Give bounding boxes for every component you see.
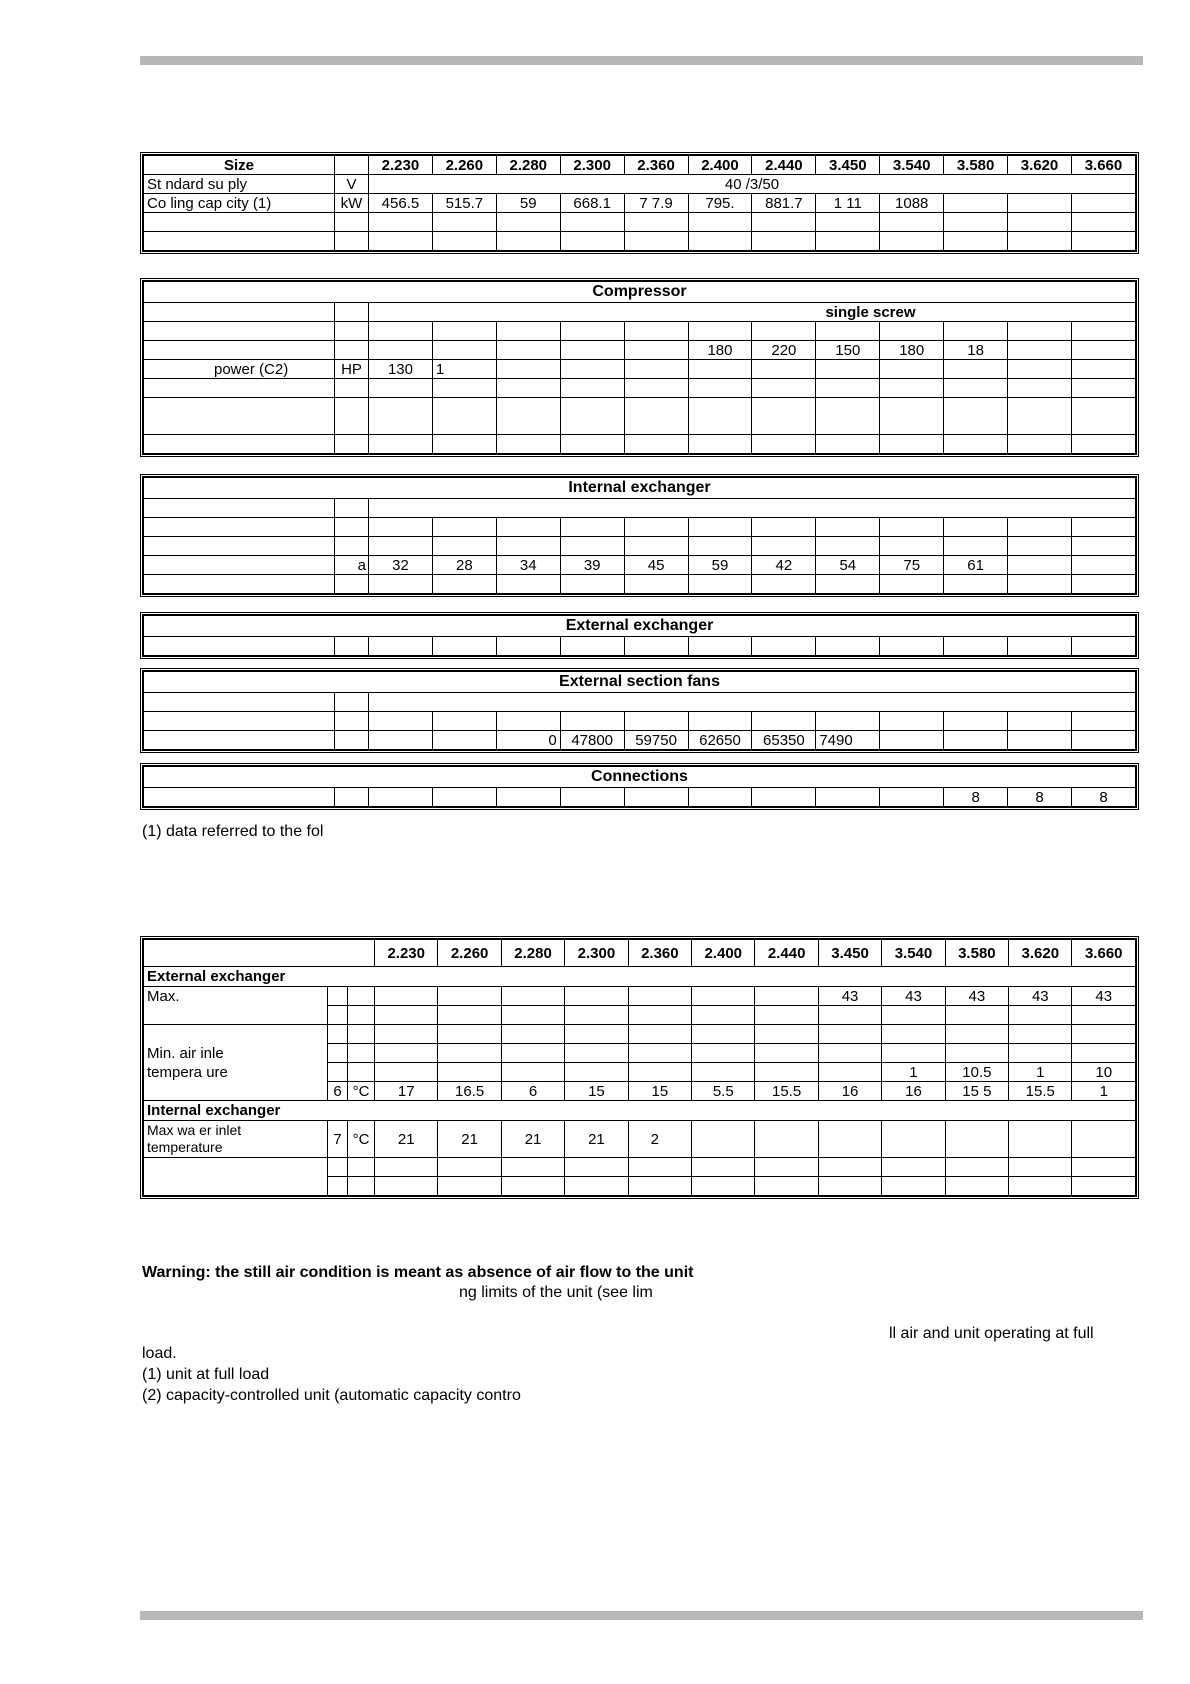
compressor-value: 180 bbox=[880, 341, 944, 360]
limits-reference-text: ng limits of the unit (see lim bbox=[459, 1284, 653, 1301]
external-max-value: 43 bbox=[818, 987, 881, 1006]
compressor-value: 150 bbox=[816, 341, 880, 360]
compressor-value: 220 bbox=[752, 341, 816, 360]
connections-values-row bbox=[144, 788, 1136, 807]
fans-table bbox=[143, 671, 1136, 750]
fans-section bbox=[140, 668, 1139, 753]
compressor-table bbox=[143, 281, 1136, 454]
internal-max-value: 2 bbox=[628, 1121, 691, 1158]
external-min-value: 15 5 bbox=[945, 1082, 1008, 1101]
size-col: 2.260 bbox=[432, 156, 496, 175]
external-max-value: 43 bbox=[1009, 987, 1072, 1006]
cooling-value bbox=[1071, 194, 1135, 213]
connections-value bbox=[369, 788, 433, 807]
internal-exchanger-table bbox=[143, 477, 1136, 594]
supply-value: 40 /3/50 bbox=[369, 175, 1136, 194]
internal-max-row bbox=[144, 1121, 1136, 1158]
external-max-value: 43 bbox=[945, 987, 1008, 1006]
connections-title: Connections bbox=[144, 767, 1136, 788]
empty-row bbox=[144, 1158, 1136, 1177]
empty-row bbox=[144, 499, 1136, 518]
size-header-row bbox=[144, 156, 1136, 175]
connections-section bbox=[140, 763, 1139, 810]
external-min-row-1 bbox=[144, 1063, 1136, 1082]
internal-max-value bbox=[882, 1121, 945, 1158]
empty-row bbox=[144, 213, 1136, 232]
connections-value bbox=[816, 788, 880, 807]
size-col: 2.230 bbox=[375, 940, 438, 967]
fans-value: 59750 bbox=[624, 731, 688, 750]
connections-table bbox=[143, 766, 1136, 807]
connections-value bbox=[432, 788, 496, 807]
external-min-value bbox=[692, 1063, 755, 1082]
internal-value: 42 bbox=[752, 556, 816, 575]
internal-max-unit: °C bbox=[348, 1121, 375, 1158]
compressor-value bbox=[369, 341, 433, 360]
size-section bbox=[140, 152, 1139, 254]
limits-section bbox=[140, 936, 1139, 1199]
cooling-value: 795. bbox=[688, 194, 752, 213]
size-col: 2.400 bbox=[692, 940, 755, 967]
external-min-value bbox=[818, 1063, 881, 1082]
compressor-value bbox=[1008, 341, 1072, 360]
internal-max-label-1: Max wa er inlet bbox=[147, 1122, 242, 1138]
compressor-value: 180 bbox=[688, 341, 752, 360]
size-col: 3.660 bbox=[1072, 940, 1136, 967]
cooling-value: 456.5 bbox=[369, 194, 433, 213]
footnote-1: (1) data referred to the fol bbox=[142, 823, 324, 840]
empty-row bbox=[144, 232, 1136, 251]
internal-max-value bbox=[692, 1121, 755, 1158]
internal-max-value: 21 bbox=[438, 1121, 501, 1158]
fans-value: 62650 bbox=[688, 731, 752, 750]
power-value: 1 bbox=[432, 360, 496, 379]
fans-value bbox=[432, 731, 496, 750]
connections-value: 8 bbox=[1008, 788, 1072, 807]
external-min-value bbox=[501, 1063, 564, 1082]
connections-value bbox=[688, 788, 752, 807]
internal-value: 54 bbox=[816, 556, 880, 575]
internal-max-value: 21 bbox=[501, 1121, 564, 1158]
limits-header-row bbox=[144, 940, 1136, 967]
compressor-type: single screw bbox=[369, 303, 1136, 322]
size-col: 2.440 bbox=[755, 940, 818, 967]
load-text: load. bbox=[142, 1345, 177, 1362]
external-min-value bbox=[628, 1063, 691, 1082]
fans-value: 7490 bbox=[816, 731, 880, 750]
fans-value: 0 bbox=[496, 731, 560, 750]
internal-max-value bbox=[945, 1121, 1008, 1158]
empty-row bbox=[144, 637, 1136, 656]
size-col: 2.360 bbox=[624, 156, 688, 175]
external-min-value: 15 bbox=[565, 1082, 628, 1101]
internal-value: 75 bbox=[880, 556, 944, 575]
internal-value: 45 bbox=[624, 556, 688, 575]
empty-row bbox=[144, 1177, 1136, 1196]
size-col: 2.400 bbox=[688, 156, 752, 175]
internal-exchanger-title: Internal exchanger bbox=[144, 478, 1136, 499]
empty-row bbox=[144, 693, 1136, 712]
empty-row bbox=[144, 712, 1136, 731]
empty-row bbox=[144, 575, 1136, 594]
external-max-value: 43 bbox=[882, 987, 945, 1006]
supply-row bbox=[144, 175, 1136, 194]
fans-value bbox=[944, 731, 1008, 750]
limits-external-title: External exchanger bbox=[144, 967, 1136, 987]
internal-max-value bbox=[1009, 1121, 1072, 1158]
fans-value bbox=[1008, 731, 1072, 750]
external-min-value bbox=[565, 1063, 628, 1082]
internal-max-label-2: temperature bbox=[147, 1139, 223, 1155]
cooling-value: 668.1 bbox=[560, 194, 624, 213]
empty-row bbox=[144, 379, 1136, 398]
external-min-label-2: tempera ure bbox=[144, 1063, 328, 1082]
internal-max-value bbox=[818, 1121, 881, 1158]
internal-unit: a bbox=[335, 556, 369, 575]
compressor-values-row bbox=[144, 341, 1136, 360]
connections-value bbox=[880, 788, 944, 807]
compressor-value bbox=[1071, 341, 1135, 360]
size-col: 3.580 bbox=[945, 940, 1008, 967]
external-max-value bbox=[692, 987, 755, 1006]
internal-max-value bbox=[755, 1121, 818, 1158]
empty-row bbox=[144, 537, 1136, 556]
external-min-value: 16 bbox=[882, 1082, 945, 1101]
empty-row bbox=[144, 1006, 1136, 1025]
size-col: 2.300 bbox=[565, 940, 628, 967]
cooling-value: 1 11 bbox=[816, 194, 880, 213]
cooling-value: 515.7 bbox=[432, 194, 496, 213]
connections-value: 8 bbox=[1071, 788, 1135, 807]
cooling-value bbox=[1008, 194, 1072, 213]
size-col: 2.260 bbox=[438, 940, 501, 967]
size-col: 2.280 bbox=[496, 156, 560, 175]
internal-value bbox=[1071, 556, 1135, 575]
connections-value bbox=[624, 788, 688, 807]
compressor-title: Compressor bbox=[144, 282, 1136, 303]
fans-title: External section fans bbox=[144, 672, 1136, 693]
compressor-type-row bbox=[144, 303, 1136, 322]
cooling-label: Co ling cap city (1) bbox=[144, 194, 335, 213]
external-exchanger-title: External exchanger bbox=[144, 616, 1136, 637]
cooling-value: 7 7.9 bbox=[624, 194, 688, 213]
note-2: (2) capacity-controlled unit (automatic capacity contro bbox=[142, 1387, 521, 1404]
external-max-value: 43 bbox=[1072, 987, 1136, 1006]
external-min-value: 1 bbox=[882, 1063, 945, 1082]
external-min-value: 15 bbox=[628, 1082, 691, 1101]
supply-label: St ndard su ply bbox=[144, 175, 335, 194]
external-min-label-row bbox=[144, 1044, 1136, 1063]
internal-max-value bbox=[1072, 1121, 1136, 1158]
compressor-section bbox=[140, 278, 1139, 457]
size-table bbox=[143, 155, 1136, 251]
power-unit: HP bbox=[335, 360, 369, 379]
size-col: 3.450 bbox=[818, 940, 881, 967]
external-exchanger-table bbox=[143, 615, 1136, 656]
power-value: 130 bbox=[369, 360, 433, 379]
size-col: 3.540 bbox=[880, 156, 944, 175]
cooling-value: 59 bbox=[496, 194, 560, 213]
compressor-value bbox=[432, 341, 496, 360]
fans-values-row bbox=[144, 731, 1136, 750]
bottom-rule bbox=[140, 1611, 1143, 1620]
warning-text: Warning: the still air condition is meant as absence of air flow to the unit bbox=[142, 1264, 694, 1281]
external-min-value bbox=[375, 1063, 438, 1082]
connections-value bbox=[560, 788, 624, 807]
external-min-value: 5.5 bbox=[692, 1082, 755, 1101]
power-label: power (C2) bbox=[144, 360, 335, 379]
connections-value bbox=[496, 788, 560, 807]
external-min-value: 15.5 bbox=[1009, 1082, 1072, 1101]
empty-row bbox=[144, 435, 1136, 454]
compressor-value bbox=[560, 341, 624, 360]
external-max-value bbox=[628, 987, 691, 1006]
size-col: 3.620 bbox=[1008, 156, 1072, 175]
external-min-value: 10.5 bbox=[945, 1063, 1008, 1082]
external-max-value bbox=[565, 987, 628, 1006]
size-col: 3.660 bbox=[1071, 156, 1135, 175]
power-row bbox=[144, 360, 1136, 379]
internal-value bbox=[1008, 556, 1072, 575]
internal-max-label bbox=[144, 1121, 328, 1158]
limits-table bbox=[143, 939, 1136, 1196]
connections-value: 8 bbox=[944, 788, 1008, 807]
external-exchanger-section bbox=[140, 612, 1139, 659]
size-col: 2.360 bbox=[628, 940, 691, 967]
cooling-row bbox=[144, 194, 1136, 213]
external-max-value bbox=[438, 987, 501, 1006]
external-min-value bbox=[438, 1063, 501, 1082]
fans-value bbox=[1071, 731, 1135, 750]
cooling-unit: kW bbox=[335, 194, 369, 213]
external-min-value: 6 bbox=[501, 1082, 564, 1101]
cooling-value bbox=[944, 194, 1008, 213]
external-min-value: 1 bbox=[1009, 1063, 1072, 1082]
fans-value: 65350 bbox=[752, 731, 816, 750]
compressor-value bbox=[624, 341, 688, 360]
size-col: 3.450 bbox=[816, 156, 880, 175]
supply-unit: V bbox=[335, 175, 369, 194]
fans-value: 47800 bbox=[560, 731, 624, 750]
external-min-value: 10 bbox=[1072, 1063, 1136, 1082]
external-max-value bbox=[755, 987, 818, 1006]
external-min-value: 17 bbox=[375, 1082, 438, 1101]
internal-value: 59 bbox=[688, 556, 752, 575]
internal-value: 61 bbox=[944, 556, 1008, 575]
external-max-value bbox=[375, 987, 438, 1006]
internal-value: 39 bbox=[560, 556, 624, 575]
size-col: 3.540 bbox=[882, 940, 945, 967]
internal-exchanger-section bbox=[140, 474, 1139, 597]
external-min-note: 6 bbox=[328, 1082, 348, 1101]
still-air-text: ll air and unit operating at full bbox=[889, 1325, 1094, 1342]
internal-value: 32 bbox=[369, 556, 433, 575]
external-min-value: 15.5 bbox=[755, 1082, 818, 1101]
empty-row bbox=[144, 518, 1136, 537]
note-1: (1) unit at full load bbox=[142, 1366, 270, 1383]
size-col: 2.440 bbox=[752, 156, 816, 175]
empty-row bbox=[144, 398, 1136, 435]
size-label: Size bbox=[144, 156, 335, 175]
external-min-value: 16 bbox=[818, 1082, 881, 1101]
empty-row bbox=[144, 322, 1136, 341]
external-max-row bbox=[144, 987, 1136, 1006]
limits-internal-title: Internal exchanger bbox=[144, 1101, 1136, 1121]
internal-max-value: 21 bbox=[375, 1121, 438, 1158]
top-rule bbox=[140, 56, 1143, 65]
external-max-value bbox=[501, 987, 564, 1006]
external-min-value: 1 bbox=[1072, 1082, 1136, 1101]
size-col: 3.620 bbox=[1009, 940, 1072, 967]
external-max-label: Max. bbox=[144, 987, 328, 1006]
internal-max-value: 21 bbox=[565, 1121, 628, 1158]
size-col: 2.230 bbox=[369, 156, 433, 175]
external-min-row-2 bbox=[144, 1082, 1136, 1101]
external-min-value: 16.5 bbox=[438, 1082, 501, 1101]
external-min-value bbox=[755, 1063, 818, 1082]
empty-row bbox=[144, 1025, 1136, 1044]
compressor-value: 18 bbox=[944, 341, 1008, 360]
internal-value: 28 bbox=[432, 556, 496, 575]
fans-value bbox=[880, 731, 944, 750]
external-min-label-1: Min. air inle bbox=[144, 1044, 328, 1063]
size-col: 2.280 bbox=[501, 940, 564, 967]
size-col: 3.580 bbox=[944, 156, 1008, 175]
connections-value bbox=[752, 788, 816, 807]
compressor-value bbox=[496, 341, 560, 360]
internal-max-note: 7 bbox=[328, 1121, 348, 1158]
internal-values-row bbox=[144, 556, 1136, 575]
size-col: 2.300 bbox=[560, 156, 624, 175]
external-min-unit: °C bbox=[348, 1082, 375, 1101]
fans-value bbox=[369, 731, 433, 750]
cooling-value: 881.7 bbox=[752, 194, 816, 213]
cooling-value: 1088 bbox=[880, 194, 944, 213]
internal-value: 34 bbox=[496, 556, 560, 575]
